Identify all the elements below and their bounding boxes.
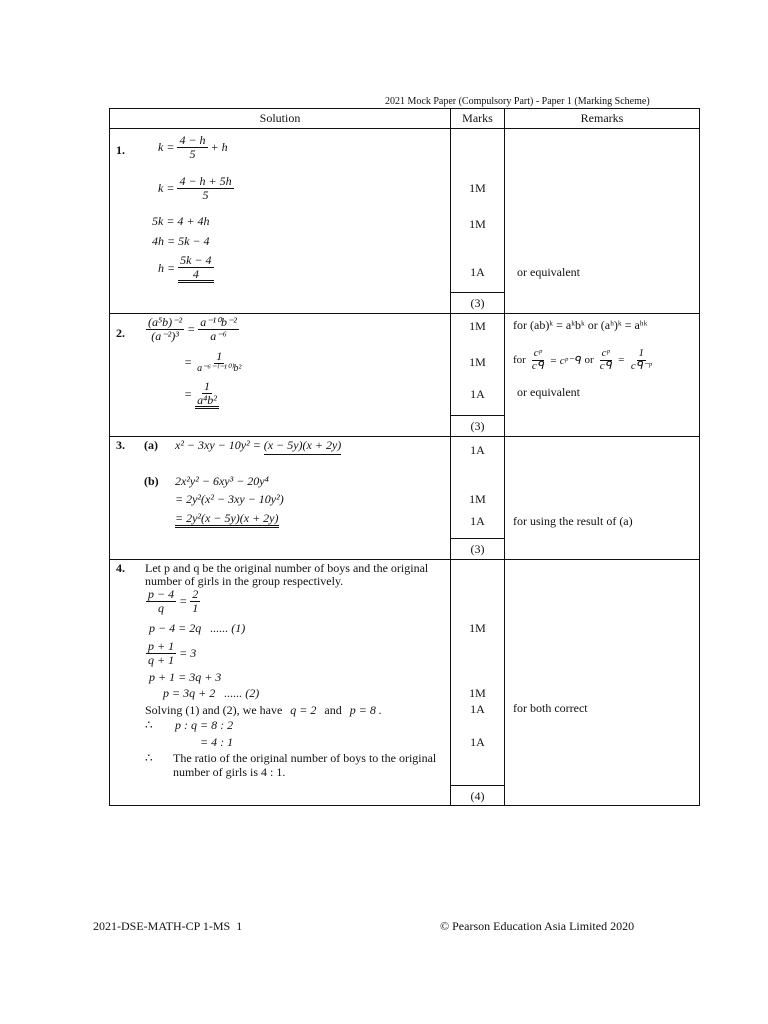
question-number: 3. bbox=[116, 438, 125, 452]
text-line: Solving (1) and (2), we have q = 2 and p = 8 . bbox=[145, 703, 382, 717]
column-header-marks: Marks bbox=[462, 111, 493, 125]
text-line: The ratio of the original number of boys to the original bbox=[173, 751, 437, 765]
remark: or equivalent bbox=[517, 265, 580, 279]
footer-code: 2021-DSE-MATH-CP 1-MS 1 bbox=[93, 919, 243, 933]
column-header-solution: Solution bbox=[259, 111, 301, 125]
equation-line: = $\frac{1}{\text{a⁴b²}}$ bbox=[184, 380, 219, 409]
therefore-symbol: ∴ bbox=[145, 751, 153, 765]
remark: for (ab)ᵏ = aᵏbᵏ or (aʰ)ᵏ = aʰᵏ bbox=[513, 318, 648, 332]
equation-line: = 2y²(x − 5y)(x + 2y) bbox=[175, 511, 279, 526]
text-line: number of girls is 4 : 1. bbox=[173, 765, 286, 779]
mark: 1M bbox=[469, 621, 486, 635]
equation-line: $\frac{p - 4}{q}$ = $\frac{2}{1}$ bbox=[148, 587, 199, 615]
equation-line: 4h = 5k − 4 bbox=[152, 234, 210, 248]
part-label: (b) bbox=[144, 474, 159, 488]
equation-line: h = $\frac{5k - 4}{4}$ bbox=[158, 254, 214, 283]
mark: 1A bbox=[470, 735, 485, 749]
equation-line: x² − 3xy − 10y² = (x − 5y)(x + 2y) bbox=[175, 438, 341, 453]
mark: 1M bbox=[469, 686, 486, 700]
equation-line: = $\frac{1}{\text{a⁻⁶⁻⁽⁻¹⁰⁾b²}}$ bbox=[184, 349, 242, 374]
equation-line: $\frac{p + 1}{q + 1}$ = 3 bbox=[148, 639, 197, 667]
column-header-remarks: Remarks bbox=[580, 111, 624, 125]
equation-line: 2x²y² − 6xy³ − 20y⁴ bbox=[175, 474, 269, 488]
equation-line: $\frac{\text{(a⁵b)⁻²}}{\text{(a⁻²)³}}$ = $\frac{\text{a⁻¹⁰b⁻²}}{\text{a⁻⁶}}$ bbox=[148, 315, 237, 343]
therefore-symbol: ∴ bbox=[145, 718, 153, 732]
remark: for both correct bbox=[513, 701, 588, 715]
mark-total: (3) bbox=[470, 296, 485, 310]
mark: 1A bbox=[470, 514, 485, 528]
equation-line: = 4 : 1 bbox=[200, 735, 234, 749]
question-number: 4. bbox=[116, 561, 125, 575]
equation-line: k = $\frac{4 - h}{5}$ + h bbox=[158, 133, 228, 161]
equation-line: 5k = 4 + 4h bbox=[152, 214, 210, 228]
remark: for using the result of (a) bbox=[513, 514, 633, 528]
text-line: Let p and q be the original number of boys and the original bbox=[145, 561, 429, 575]
mark: 1M bbox=[469, 319, 486, 333]
mark-total: (3) bbox=[470, 419, 485, 433]
remark: or equivalent bbox=[517, 385, 580, 399]
mark: 1A bbox=[470, 387, 485, 401]
equation-line: p − 4 = 2q ...... (1) bbox=[149, 621, 246, 635]
equation-line: p : q = 8 : 2 bbox=[175, 718, 234, 732]
mark: 1A bbox=[470, 702, 485, 716]
mark: 1A bbox=[470, 265, 485, 279]
mark: 1M bbox=[469, 217, 486, 231]
mark-total: (4) bbox=[470, 789, 485, 803]
equation-line: p = 3q + 2 ...... (2) bbox=[163, 686, 260, 700]
remark: for $\frac{\text{cᵖ}}{\text{cᑫ}}$ = cᵖ⁻ᑫ or $\frac{\text{cᵖ}}{\text{cᑫ}}$ = $\frac{1}{\text{cᑫ⁻ᵖ}}$ bbox=[513, 347, 652, 372]
mark: 1A bbox=[470, 443, 485, 457]
question-number: 2. bbox=[116, 326, 125, 340]
paper-title: 2021 Mock Paper (Compulsory Part) - Paper 1 (Marking Scheme) bbox=[385, 96, 650, 107]
question-number: 1. bbox=[116, 143, 125, 157]
mark: 1M bbox=[469, 492, 486, 506]
mark: 1M bbox=[469, 181, 486, 195]
equation-line: p + 1 = 3q + 3 bbox=[149, 670, 222, 684]
part-label: (a) bbox=[144, 438, 158, 452]
equation-line: k = $\frac{4 - h + 5h}{5}$ bbox=[158, 174, 232, 202]
footer-copyright: © Pearson Education Asia Limited 2020 bbox=[440, 919, 635, 933]
mark-total: (3) bbox=[470, 542, 485, 556]
mark: 1M bbox=[469, 355, 486, 369]
text-line: number of girls in the group respectively. bbox=[145, 574, 344, 588]
equation-line: = 2y²(x² − 3xy − 10y²) bbox=[175, 492, 284, 506]
